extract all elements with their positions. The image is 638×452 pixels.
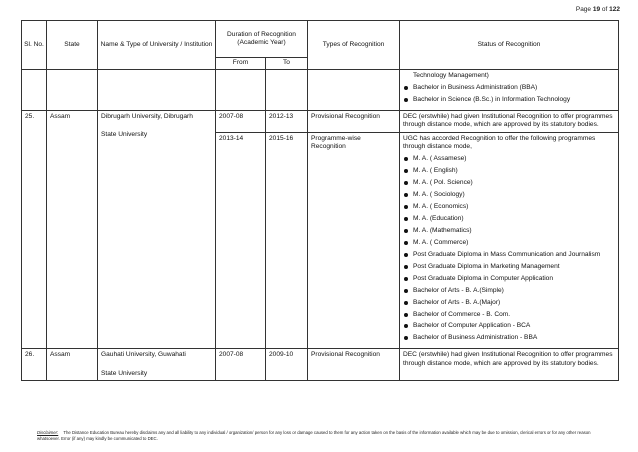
bullet-icon	[404, 229, 408, 233]
page-total: 122	[609, 6, 620, 13]
to-26: 2009-10	[266, 349, 308, 381]
bullet-item	[403, 251, 615, 259]
bullet-item	[403, 227, 615, 235]
page-label: Page	[575, 6, 592, 13]
state-26: Assam	[47, 349, 98, 381]
bullet-text: M. A. ( Assamese)	[413, 154, 467, 162]
sl-no-26: 26.	[22, 349, 47, 381]
header-state: State	[47, 21, 98, 70]
state-25: Assam	[47, 110, 98, 349]
university-26	[98, 349, 216, 381]
disclaimer	[37, 430, 607, 442]
bullet-icon	[404, 265, 408, 269]
from-26: 2007-08	[216, 349, 266, 381]
bullet-icon	[404, 193, 408, 197]
university-type-26: State University	[101, 369, 148, 377]
continued-text: Technology Management)	[413, 72, 489, 79]
header-duration: Duration of Recognition (Academic Year)	[216, 21, 308, 58]
bullet-item	[403, 299, 615, 307]
bullet-item	[403, 84, 615, 92]
bullet-item	[403, 155, 615, 163]
header-sl-no: Sl. No.	[22, 21, 47, 70]
header-from: From	[216, 58, 266, 70]
bullet-icon	[404, 169, 408, 173]
type-25-1: Provisional Recognition	[308, 110, 400, 132]
to-25-2: 2015-16	[266, 132, 308, 349]
bullet-text: M. A. (Mathematics)	[413, 226, 472, 234]
bullet-text: Bachelor of Commerce - B. Com.	[413, 310, 511, 318]
bullet-icon	[404, 205, 408, 209]
page-number	[576, 6, 620, 13]
continuation-list	[403, 72, 615, 104]
bullet-icon	[404, 336, 408, 340]
bullet-item	[403, 263, 615, 271]
bullet-icon	[404, 313, 408, 317]
bullet-item	[403, 96, 615, 104]
bullet-text: Bachelor of Computer Application - BCA	[413, 322, 531, 330]
disclaimer-text: The Distance Education Bureau hereby disclaims any and all liability to any individual / organization/ person for any loss or damage caused to them for any action taken on the basis of the information available which may be due to omission, clerical errors or for any other reason whatsoever. Error (if any) may kindly be communicated to DEC.	[37, 430, 591, 442]
bullet-text: Bachelor of Business Administration - BBA	[413, 334, 538, 342]
bullet-item	[403, 322, 615, 330]
bullet-item	[403, 191, 615, 199]
status-25-1: DEC (erstwhile) had given Institutional Recognition to offer programmes through distance mode, which are approved by its statutory bodies.	[400, 110, 619, 132]
type-25-2: Programme-wise Recognition	[308, 132, 400, 349]
to-25-1: 2012-13	[266, 110, 308, 132]
bullet-text: M. A. ( Pol. Science)	[413, 178, 473, 186]
bullet-text: Post Graduate Diploma in Mass Communication and Journalism	[413, 250, 601, 258]
status-25-2	[400, 132, 619, 349]
header-status: Status of Recognition	[400, 21, 619, 70]
bullet-item	[403, 203, 615, 211]
bullet-text: Post Graduate Diploma in Computer Application	[413, 274, 554, 282]
recognition-table	[21, 20, 619, 381]
bullet-icon	[404, 277, 408, 281]
bullet-icon	[404, 86, 408, 90]
bullet-item	[403, 287, 615, 295]
header-types: Types of Recognition	[308, 21, 400, 70]
university-25	[98, 110, 216, 349]
table-header-row	[22, 21, 619, 58]
header-university: Name & Type of University / Institution	[98, 21, 216, 70]
table-row-25-a	[22, 110, 619, 132]
bullet-text: M. A. ( Sociology)	[413, 190, 465, 198]
table-row-continuation	[22, 70, 619, 111]
bullet-icon	[404, 301, 408, 305]
bullet-icon	[404, 241, 408, 245]
status-intro-25: UGC has accorded Recognition to offer the following programmes through distance mode,	[403, 134, 596, 151]
disclaimer-label: Disclaimer:	[37, 430, 59, 435]
bullet-icon	[404, 289, 408, 293]
bullet-item	[403, 215, 615, 223]
bullet-item	[403, 167, 615, 175]
bullet-icon	[404, 98, 408, 102]
header-to: To	[266, 58, 308, 70]
university-name-26: Gauhati University, Guwahati	[101, 351, 186, 359]
bullet-item	[403, 275, 615, 283]
university-name-25: Dibrugarh University, Dibrugarh	[101, 112, 193, 120]
bullet-text: M. A. (Education)	[413, 214, 464, 222]
bullet-icon	[404, 181, 408, 185]
bullet-icon	[404, 324, 408, 328]
from-25-2: 2013-14	[216, 132, 266, 349]
bullet-text: M. A. ( English)	[413, 166, 458, 174]
bullet-text: Bachelor in Science (B.Sc.) in Information Technology	[413, 95, 571, 103]
sl-no-25: 25.	[22, 110, 47, 349]
bullet-item	[403, 239, 615, 247]
page-current: 19	[592, 6, 601, 13]
bullet-text: M. A. ( Economics)	[413, 202, 469, 210]
type-26: Provisional Recognition	[308, 349, 400, 381]
bullet-text: Bachelor of Arts - B. A.(Major)	[413, 298, 501, 306]
bullet-item	[403, 334, 615, 342]
table-row-26	[22, 349, 619, 381]
bullet-text: M. A. ( Commerce)	[413, 238, 469, 246]
page-of: of	[601, 6, 608, 13]
bullet-icon	[404, 157, 408, 161]
programme-list	[403, 155, 615, 343]
continuation-status	[400, 70, 619, 111]
bullet-icon	[404, 217, 408, 221]
from-25-1: 2007-08	[216, 110, 266, 132]
bullet-text: Post Graduate Diploma in Marketing Management	[413, 262, 560, 270]
bullet-text: Bachelor of Arts - B. A.(Simple)	[413, 286, 504, 294]
bullet-text: Bachelor in Business Administration (BBA)	[413, 83, 538, 91]
university-type-25: State University	[101, 131, 148, 139]
bullet-item	[403, 311, 615, 319]
bullet-item	[403, 179, 615, 187]
bullet-icon	[404, 253, 408, 257]
status-26: DEC (erstwhile) had given Institutional Recognition to offer programmes through distance mode, which are approved by its statutory bodies.	[400, 349, 619, 381]
